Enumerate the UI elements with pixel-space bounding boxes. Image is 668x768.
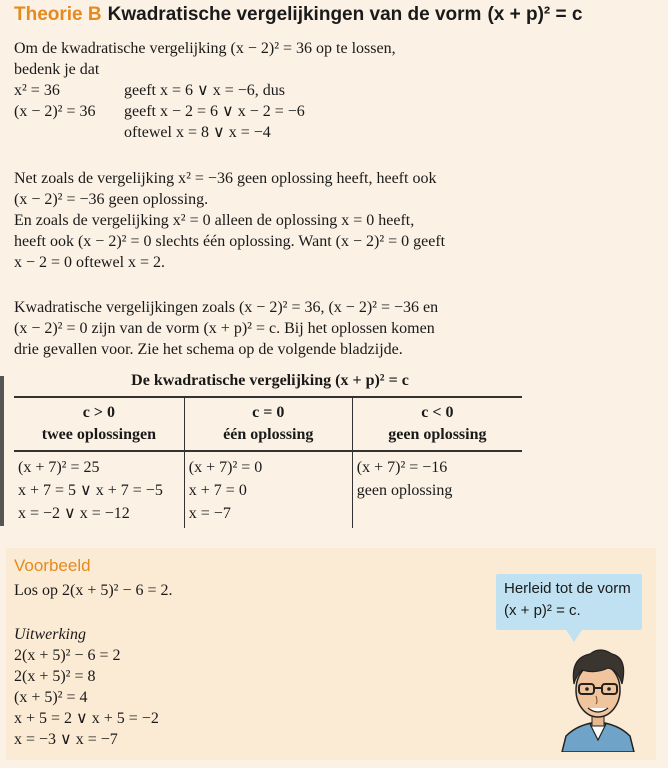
scheme-case-label: twee oplossingen bbox=[41, 426, 156, 443]
paragraph-line: Kwadratische vergelijkingen zoals (x − 2)² = 36, (x − 2)² = −36 en bbox=[14, 299, 439, 316]
example-task: Los op 2(x + 5)² − 6 = 2. bbox=[14, 582, 173, 599]
example-step: 2(x + 5)² − 6 = 2 bbox=[14, 647, 121, 664]
intro-line: bedenk je dat bbox=[14, 61, 100, 78]
example-box bbox=[6, 548, 656, 760]
example-step: x = −3 ∨ x = −7 bbox=[14, 731, 118, 748]
scheme-table bbox=[14, 396, 522, 528]
example-step: x + 5 = 2 ∨ x + 5 = −2 bbox=[14, 710, 159, 727]
scheme-condition: c = 0 bbox=[252, 404, 285, 421]
margin-bar bbox=[0, 376, 4, 526]
paragraph-line: drie gevallen voor. Zie het schema op de volgende bladzijde. bbox=[14, 341, 403, 358]
scheme-line: (x + 7)² = 0 bbox=[188, 459, 263, 476]
scheme-line: x + 7 = 0 bbox=[188, 482, 247, 499]
paragraph-line: En zoals de vergelijking x² = 0 alleen de oplossing x = 0 heeft, bbox=[14, 212, 415, 229]
scheme-case-label: één oplossing bbox=[223, 426, 314, 443]
scheme-cell bbox=[14, 451, 184, 528]
scheme-line: x = −7 bbox=[188, 505, 231, 522]
scheme-line: x + 7 = 5 ∨ x + 7 = −5 bbox=[18, 482, 163, 499]
example-work-label: Uitwerking bbox=[14, 626, 86, 643]
paragraph-line: Net zoals de vergelijking x² = −36 geen oplossing heeft, heeft ook bbox=[14, 170, 437, 187]
paragraph-line: heeft ook (x − 2)² = 0 slechts één oplossing. Want (x − 2)² = 0 geeft bbox=[14, 233, 446, 250]
scheme-cell bbox=[184, 451, 352, 528]
scheme-line: (x + 7)² = 25 bbox=[18, 459, 100, 476]
scheme-line: x = −2 ∨ x = −12 bbox=[18, 505, 130, 522]
hint-line: (x + p)² = c. bbox=[504, 602, 581, 619]
section-title: Kwadratische vergelijkingen van de vorm bbox=[107, 4, 482, 25]
example-step: 2(x + 5)² = 8 bbox=[14, 668, 96, 685]
hint-bubble bbox=[496, 574, 642, 630]
intro-line: Om de kwadratische vergelijking (x − 2)² = 36 op te lossen, bbox=[14, 40, 396, 57]
scheme-case-label: geen oplossing bbox=[388, 426, 487, 443]
scheme-line: geen oplossing bbox=[356, 482, 453, 499]
paragraph-line: (x − 2)² = −36 geen oplossing. bbox=[14, 191, 209, 208]
scheme-title: De kwadratische vergelijking (x + p)² = c bbox=[131, 372, 409, 389]
intro-eq-left: (x − 2)² = 36 bbox=[14, 103, 96, 120]
example-step: (x + 5)² = 4 bbox=[14, 689, 88, 706]
theory-label: Theorie B bbox=[14, 4, 102, 25]
section-heading bbox=[14, 4, 582, 30]
intro-eq-left: x² = 36 bbox=[14, 82, 60, 99]
scheme-body-row bbox=[14, 451, 522, 528]
scheme-header-cell bbox=[184, 397, 352, 451]
scheme-header-row bbox=[14, 397, 522, 451]
scheme-condition: c < 0 bbox=[421, 404, 454, 421]
scheme-condition: c > 0 bbox=[82, 404, 115, 421]
scheme-line: (x + 7)² = −16 bbox=[356, 459, 448, 476]
scheme-header-cell bbox=[352, 397, 522, 451]
intro-eq-right: geeft x = 6 ∨ x = −6, dus bbox=[124, 82, 285, 99]
paragraph-line: x − 2 = 0 oftewel x = 2. bbox=[14, 254, 166, 271]
intro-eq-right: oftewel x = 8 ∨ x = −4 bbox=[124, 124, 271, 141]
hint-line: Herleid tot de vorm bbox=[504, 580, 631, 597]
paragraph-line: (x − 2)² = 0 zijn van de vorm (x + p)² = c. Bij het oplossen komen bbox=[14, 320, 435, 337]
intro-eq-right: geeft x − 2 = 6 ∨ x − 2 = −6 bbox=[124, 103, 305, 120]
example-title: Voorbeeld bbox=[14, 556, 91, 575]
scheme-header-cell bbox=[14, 397, 184, 451]
teacher-avatar bbox=[556, 640, 640, 752]
scheme-cell bbox=[352, 451, 522, 528]
section-title-formula: (x + p)² = c bbox=[487, 4, 583, 25]
